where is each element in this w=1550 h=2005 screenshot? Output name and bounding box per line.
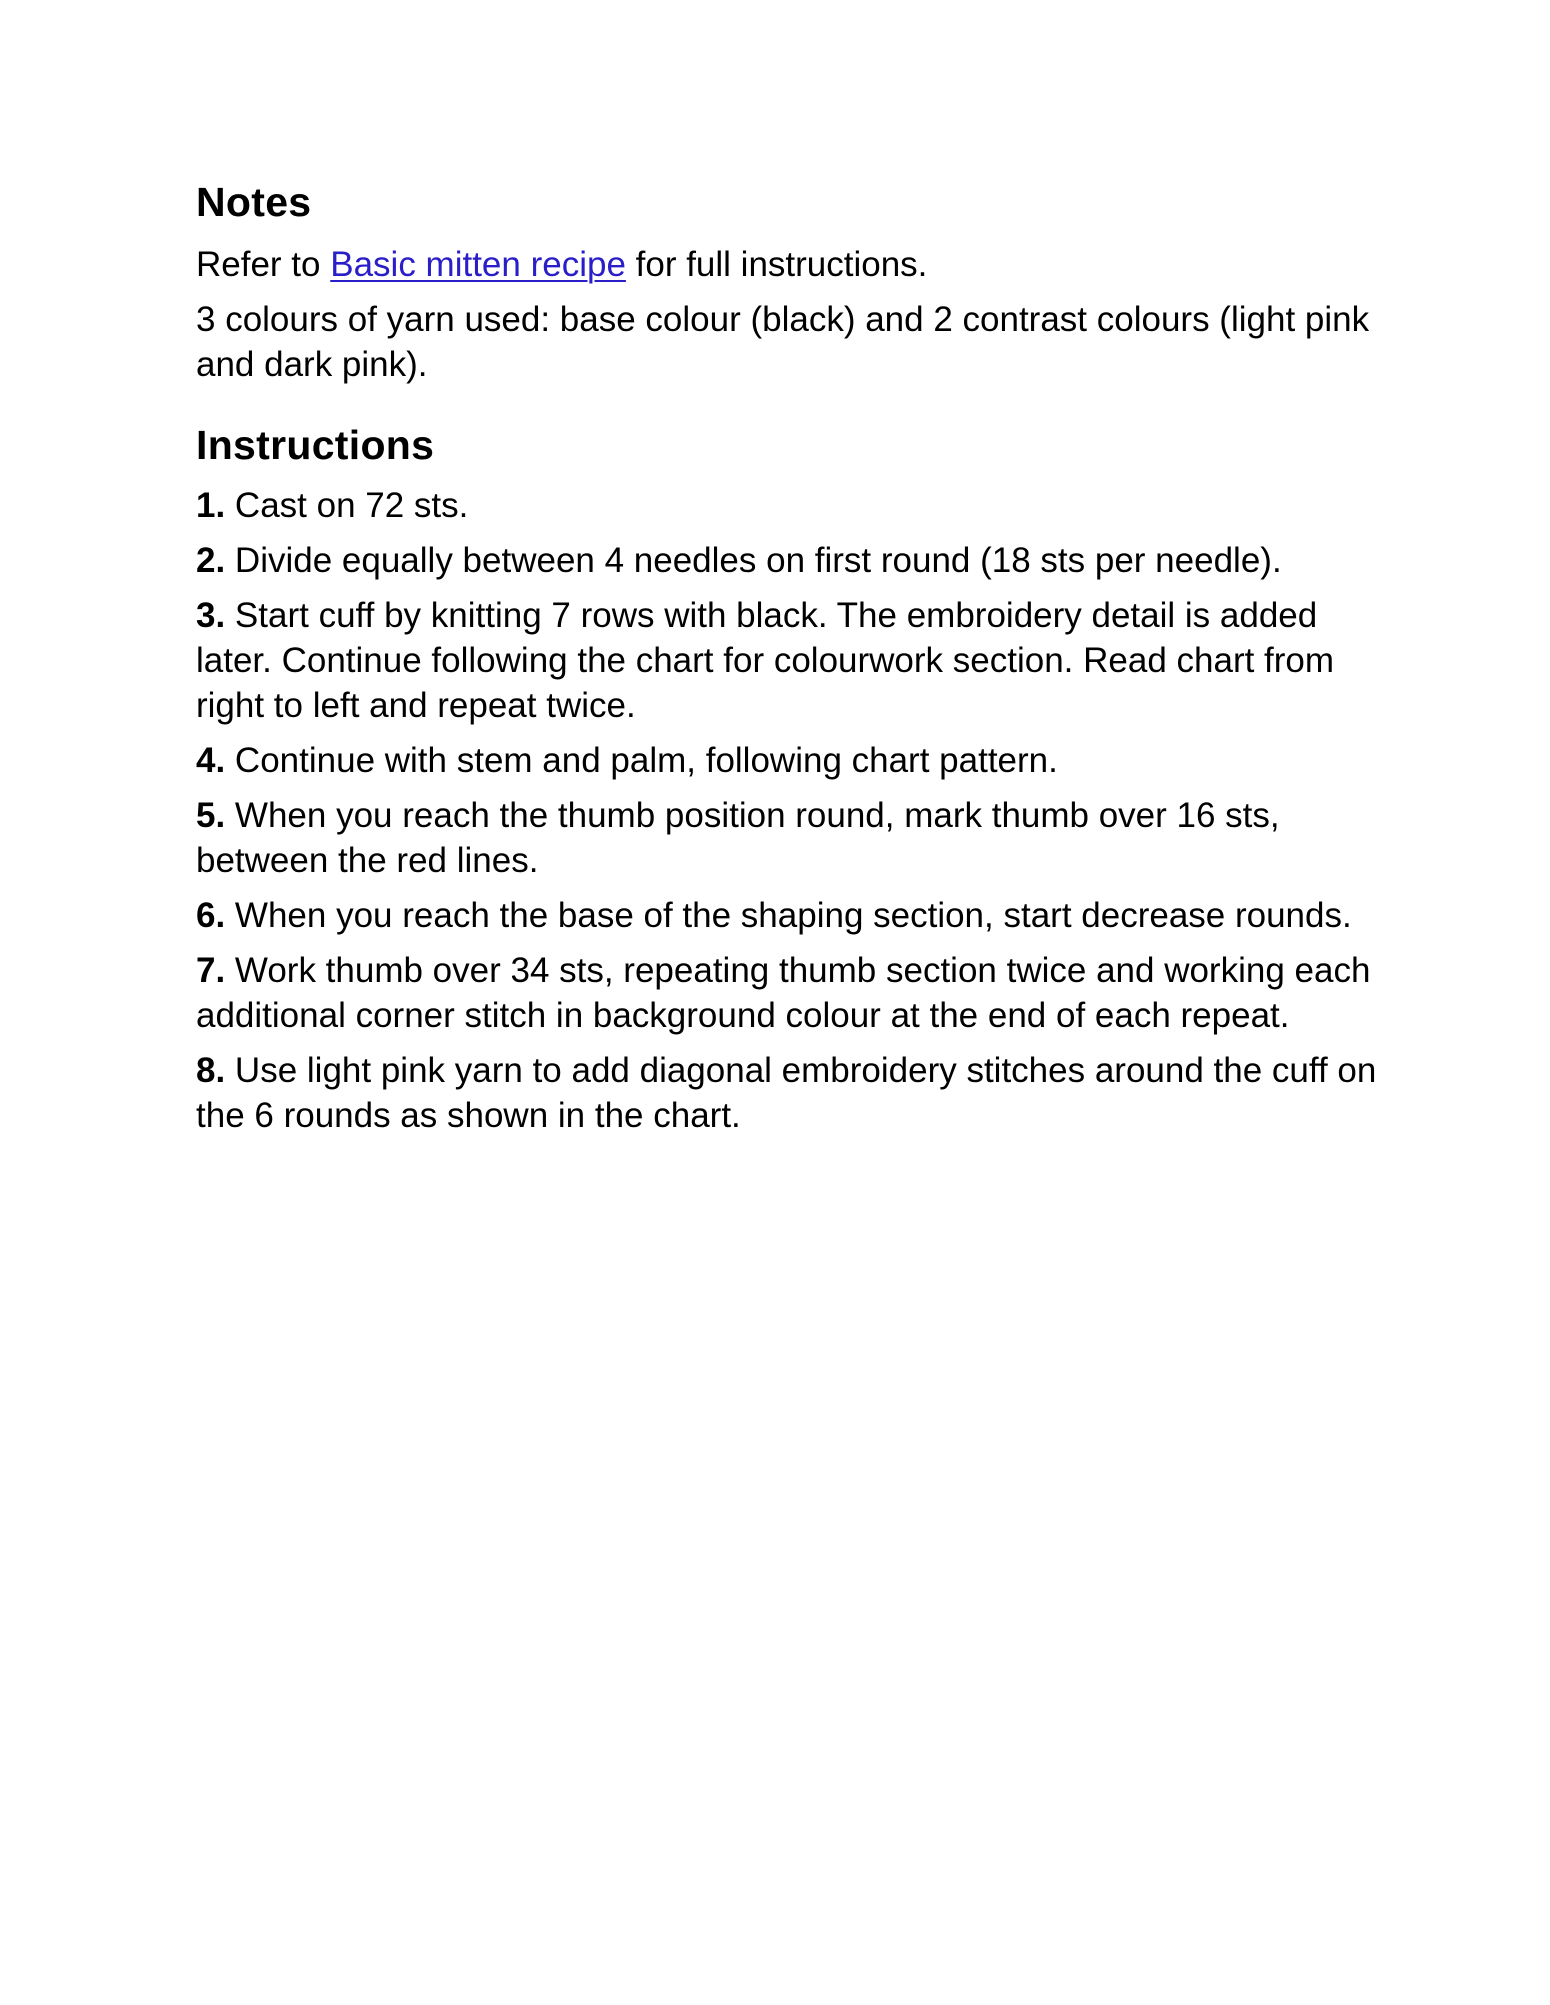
refer-suffix: for full instructions. bbox=[625, 245, 928, 284]
refer-prefix: Refer to bbox=[196, 245, 331, 284]
step-text: Cast on 72 sts. bbox=[225, 486, 469, 525]
instruction-step bbox=[196, 483, 1386, 528]
instruction-step bbox=[196, 793, 1386, 883]
instruction-step bbox=[196, 538, 1386, 583]
step-text: When you reach the thumb position round, mark thumb over 16 sts, between the red lines. bbox=[196, 796, 1280, 880]
step-number: 7. bbox=[196, 951, 226, 990]
step-text: When you reach the base of the shaping section, start decrease rounds. bbox=[225, 896, 1352, 935]
instruction-step bbox=[196, 738, 1386, 783]
step-text: Use light pink yarn to add diagonal embroidery stitches around the cuff on the 6 rounds as shown in the chart. bbox=[196, 1051, 1377, 1135]
refer-paragraph bbox=[196, 242, 1386, 287]
instruction-step bbox=[196, 948, 1386, 1038]
step-number: 8. bbox=[196, 1051, 226, 1090]
document-page bbox=[196, 176, 1386, 1148]
step-number: 5. bbox=[196, 796, 226, 835]
step-text: Continue with stem and palm, following chart pattern. bbox=[225, 741, 1058, 780]
step-text: Divide equally between 4 needles on first round (18 sts per needle). bbox=[225, 541, 1282, 580]
step-text: Start cuff by knitting 7 rows with black. The embroidery detail is added later. Continue following the chart for colourwork section. Read chart from right to left and repeat twice. bbox=[196, 596, 1335, 725]
notes-heading: Notes bbox=[196, 179, 312, 225]
step-number: 3. bbox=[196, 596, 226, 635]
step-number: 4. bbox=[196, 741, 226, 780]
instruction-step bbox=[196, 1048, 1386, 1138]
colours-paragraph: 3 colours of yarn used: base colour (black) and 2 contrast colours (light pink and dark pink). bbox=[196, 300, 1370, 384]
step-number: 2. bbox=[196, 541, 226, 580]
instruction-step bbox=[196, 593, 1386, 728]
step-text: Work thumb over 34 sts, repeating thumb section twice and working each additional corner stitch in background colour at the end of each repeat. bbox=[196, 951, 1371, 1035]
step-number: 6. bbox=[196, 896, 226, 935]
instruction-step bbox=[196, 893, 1386, 938]
step-number: 1. bbox=[196, 486, 226, 525]
basic-mitten-recipe-link[interactable]: Basic mitten recipe bbox=[330, 245, 626, 284]
instructions-heading: Instructions bbox=[196, 422, 435, 468]
